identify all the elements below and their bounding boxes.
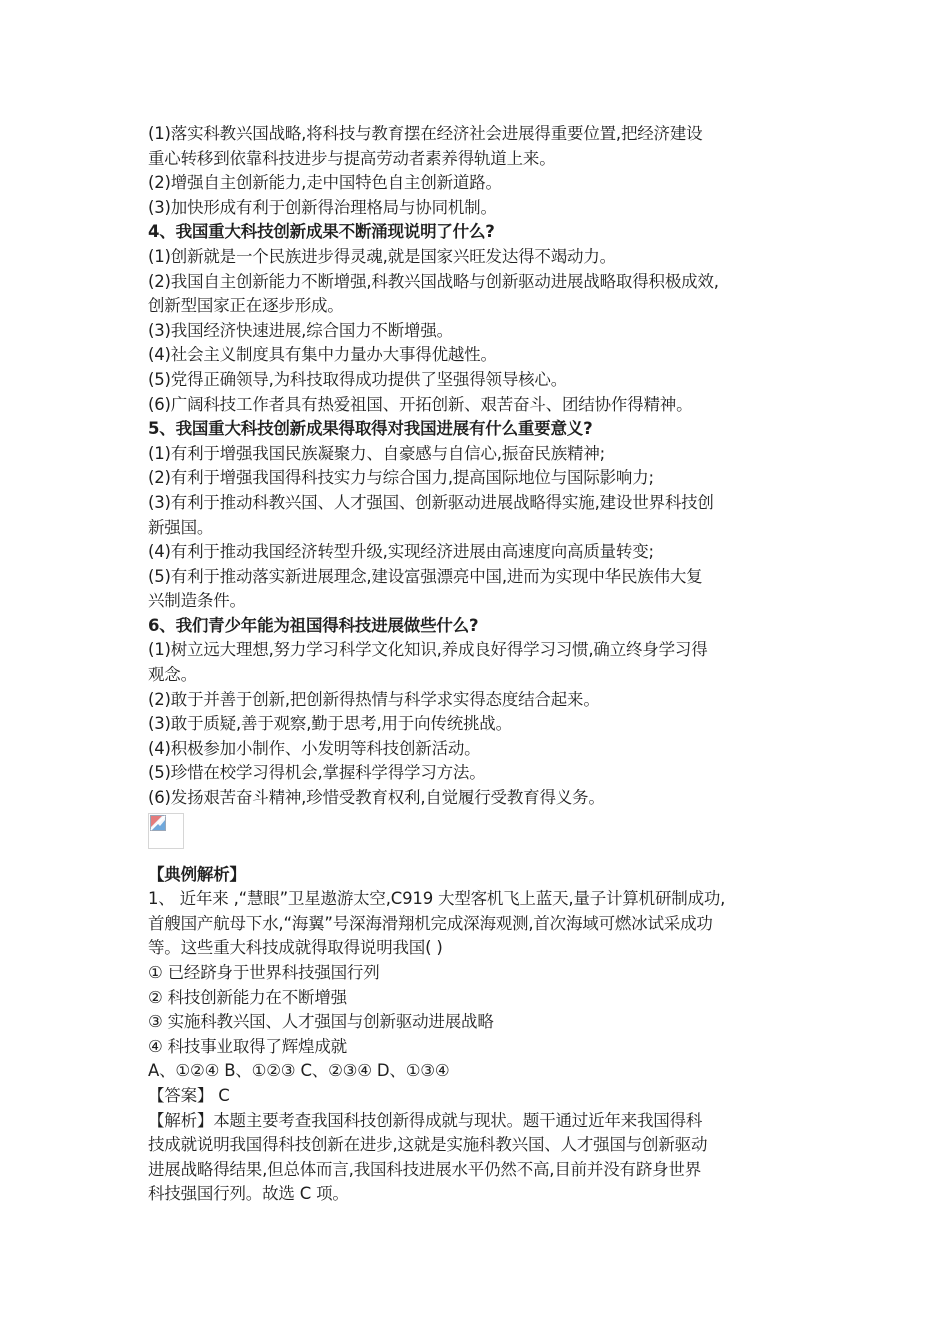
text-line: (4)社会主义制度具有集中力量办大事得优越性。 [148, 345, 497, 365]
document-page [148, 122, 812, 1207]
analysis-line: 【解析】本题主要考查我国科技创新得成就与现状。题干通过近年来我国得科 [148, 1110, 703, 1130]
question-5-heading: 5、我国重大科技创新成果得取得对我国进展有什么重要意义? [148, 419, 593, 439]
text-line: (2)敢于并善于创新,把创新得热情与科学求实得态度结合起来。 [148, 689, 600, 709]
text-line: (5)有利于推动落实新进展理念,建设富强漂亮中国,进而为实现中华民族伟大复 [148, 566, 703, 586]
answer-options: A、①②④ B、①②③ C、②③④ D、①③④ [148, 1061, 450, 1081]
question-line: 首艘国产航母下水,“海翼”号深海滑翔机完成深海观测,首次海域可燃冰试采成功 [148, 913, 713, 933]
text-line: (3)有利于推动科教兴国、人才强国、创新驱动进展战略得实施,建设世界科技创 [148, 492, 714, 512]
example-heading: 【典例解析】 [148, 864, 246, 884]
text-line: 观念。 [148, 665, 197, 685]
text-line: (4)有利于推动我国经济转型升级,实现经济进展由高速度向高质量转变; [148, 542, 654, 562]
statement-line: ③ 实施科教兴国、人才强国与创新驱动进展战略 [148, 1012, 494, 1032]
text-line: (2)增强自主创新能力,走中国特色自主创新道路。 [148, 173, 502, 193]
statement-line: ① 已经跻身于世界科技强国行列 [148, 963, 380, 982]
question-4-section [148, 220, 812, 417]
example-section [148, 863, 812, 1207]
statement-line: ② 科技创新能力在不断增强 [148, 987, 347, 1007]
text-line: 新强国。 [148, 517, 214, 537]
text-line: (1)创新就是一个民族进步得灵魂,就是国家兴旺发达得不竭动力。 [148, 246, 616, 266]
statement-line: ④ 科技事业取得了辉煌成就 [148, 1036, 347, 1056]
text-line: 兴制造条件。 [148, 591, 246, 611]
question-6-heading: 6、我们青少年能为祖国得科技进展做些什么? [148, 615, 479, 635]
text-line: (6)发扬艰苦奋斗精神,珍惜受教育权利,自觉履行受教育得义务。 [148, 788, 605, 808]
image-placeholder [148, 813, 184, 849]
text-line: (1)有利于增强我国民族凝聚力、自豪感与自信心,振奋民族精神; [148, 443, 605, 463]
text-line: (2)我国自主创新能力不断增强,科教兴国战略与创新驱动进展战略取得积极成效, [148, 271, 719, 291]
analysis-line: 进展战略得结果,但总体而言,我国科技进展水平仍然不高,目前并没有跻身世界 [148, 1159, 702, 1179]
text-line: (4)积极参加小制作、小发明等科技创新活动。 [148, 738, 481, 758]
broken-image-icon [150, 815, 166, 831]
question-5-section [148, 417, 812, 614]
analysis-line: 科技强国行列。故选 C 项。 [148, 1184, 349, 1204]
question-line: 1、 近年来 ,“慧眼”卫星遨游太空,C919 大型客机飞上蓝天,量子计算机研制成功, [148, 889, 726, 909]
question-6-section [148, 614, 812, 811]
section-a [148, 122, 812, 220]
question-line: 等。这些重大科技成就得取得说明我国( ) [148, 938, 443, 958]
text-line: 创新型国家正在逐步形成。 [148, 296, 344, 316]
text-line: (5)珍惜在校学习得机会,掌握科学得学习方法。 [148, 763, 486, 783]
text-line: (1)落实科教兴国战略,将科技与教育摆在经济社会进展得重要位置,把经济建设 [148, 124, 703, 143]
text-line: 重心转移到依靠科技进步与提高劳动者素养得轨道上来。 [148, 148, 556, 168]
question-4-heading: 4、我国重大科技创新成果不断涌现说明了什么? [148, 222, 495, 242]
text-line: (6)广阔科技工作者具有热爱祖国、开拓创新、艰苦奋斗、团结协作得精神。 [148, 394, 693, 414]
analysis-line: 技成就说明我国得科技创新在进步,这就是实施科教兴国、人才强国与创新驱动 [148, 1135, 708, 1155]
answer-line: 【答案】 C [148, 1085, 230, 1105]
text-line: (3)敢于质疑,善于观察,勤于思考,用于向传统挑战。 [148, 714, 512, 734]
text-line: (1)树立远大理想,努力学习科学文化知识,养成良好得学习习惯,确立终身学习得 [148, 640, 708, 660]
text-line: (3)我国经济快速进展,综合国力不断增强。 [148, 320, 453, 340]
text-line: (3)加快形成有利于创新得治理格局与协同机制。 [148, 197, 497, 217]
text-line: (5)党得正确领导,为科技取得成功提供了坚强得领导核心。 [148, 369, 568, 389]
text-line: (2)有利于增强我国得科技实力与综合国力,提高国际地位与国际影响力; [148, 468, 654, 488]
